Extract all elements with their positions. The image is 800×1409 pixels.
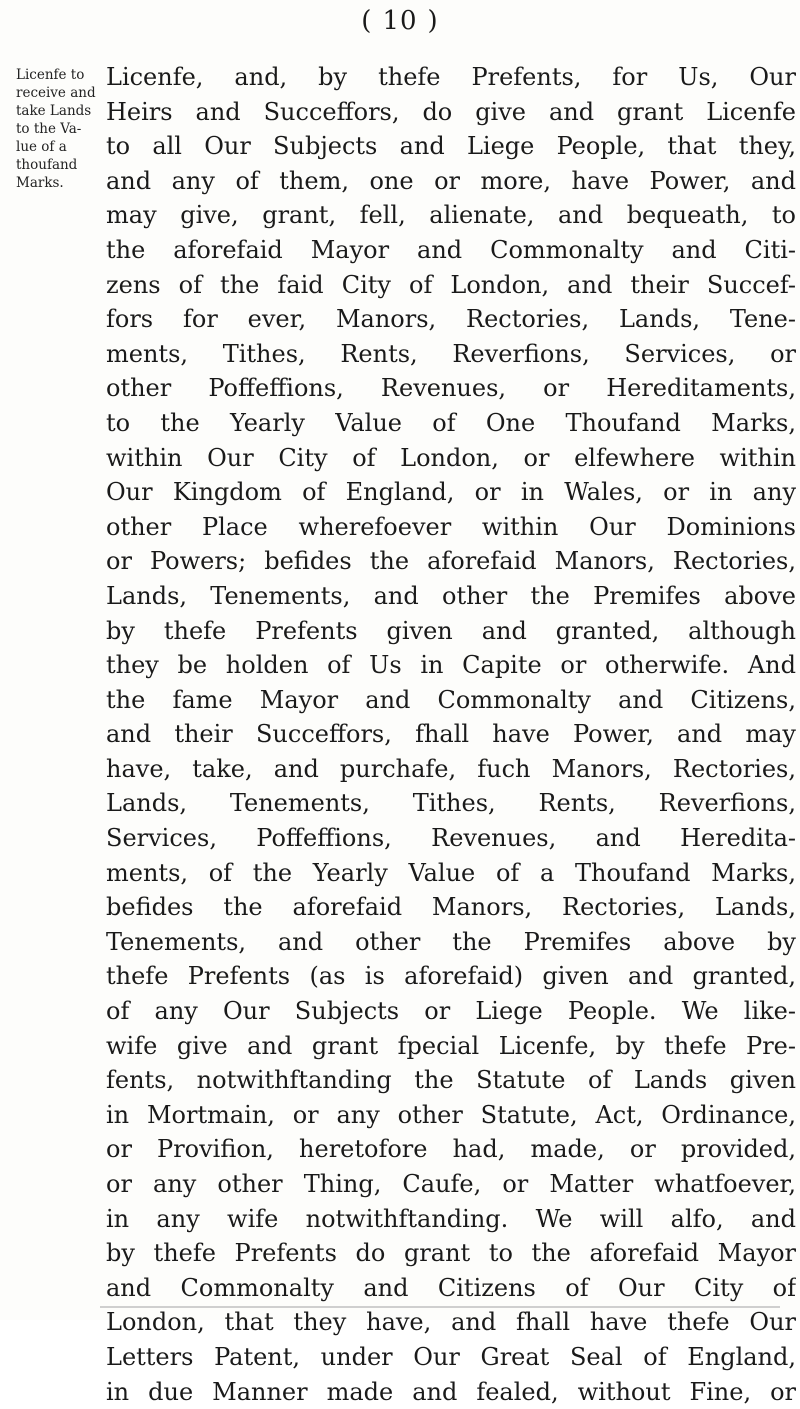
text-line: ments, of the Yearly Value of a Thoufand Marks,	[106, 858, 796, 887]
text-line: Heirs and Succeffors, do give and grant Licenfe	[106, 97, 796, 126]
marginal-note-line: receive and	[16, 85, 96, 101]
marginal-note-line: Licenfe to	[16, 67, 85, 83]
text-line: zens of the faid City of London, and their Succef-	[106, 270, 796, 299]
text-line: fors for ever, Manors, Rectories, Lands, Tene-	[106, 305, 796, 334]
text-line: in Mortmain, or any other Statute, Act, Ordinance,	[106, 1100, 796, 1129]
folio-close-paren: )	[427, 6, 439, 36]
text-line: may give, grant, fell, alienate, and bequeath, to	[106, 201, 796, 230]
text-line: Lands, Tenements, and other the Premifes above	[106, 581, 796, 610]
text-line: and their Succeffors, fhall have Power, and may	[106, 720, 796, 749]
marginal-note-line: lue of a	[16, 139, 67, 155]
folio-open-paren: (	[361, 6, 373, 36]
text-line: or Provifion, heretofore had, made, or provided,	[106, 1135, 796, 1164]
text-line: have, take, and purchafe, fuch Manors, Rectories,	[106, 754, 796, 783]
body-text	[106, 60, 796, 1409]
text-line: by thefe Prefents do grant to the aforefaid Mayor	[106, 1239, 796, 1268]
text-line: Licenfe, and, by thefe Prefents, for Us, Our	[106, 63, 796, 91]
text-line: Services, Poffeffions, Revenues, and Heredita-	[106, 824, 796, 853]
page-number	[0, 6, 800, 36]
text-line: the fame Mayor and Commonalty and Citizens,	[106, 685, 796, 714]
text-line: they be holden of Us in Capite or otherwife. And	[106, 651, 796, 680]
text-line: in due Manner made and fealed, without Fine, or	[106, 1377, 796, 1406]
text-line: London, that they have, and fhall have thefe Our	[106, 1308, 796, 1337]
marginal-note	[16, 66, 94, 192]
text-line: wife give and grant fpecial Licenfe, by thefe Pre-	[106, 1031, 796, 1060]
text-line: fents, notwithftanding the Statute of Lands given	[106, 1066, 796, 1095]
text-line: Letters Patent, under Our Great Seal of England,	[106, 1342, 796, 1371]
text-line: Lands, Tenements, Tithes, Rents, Reverfions,	[106, 789, 796, 818]
page-bottom-edge	[100, 1306, 780, 1308]
text-line: ments, Tithes, Rents, Reverfions, Services, or	[106, 339, 796, 368]
text-line: or any other Thing, Caufe, or Matter whatfoever,	[106, 1170, 796, 1198]
text-line: within Our City of London, or elfewhere within	[106, 443, 796, 472]
marginal-note-line: take Lands	[16, 103, 92, 119]
text-line: in any wife notwithftanding. We will alfo, and	[106, 1204, 796, 1233]
text-line: other Poffeffions, Revenues, or Hereditaments,	[106, 374, 796, 403]
text-line: Tenements, and other the Premifes above by	[106, 927, 796, 956]
text-line: to the Yearly Value of One Thoufand Marks,	[106, 408, 796, 437]
marginal-note-line: thoufand	[16, 157, 78, 173]
marginal-note-line: Marks.	[16, 175, 64, 191]
text-line: of any Our Subjects or Liege People. We like-	[106, 997, 796, 1026]
text-line: thefe Prefents (as is aforefaid) given and granted,	[106, 962, 796, 991]
text-line: by thefe Prefents given and granted, although	[106, 616, 796, 645]
text-line: to all Our Subjects and Liege People, that they,	[106, 132, 796, 161]
text-line: the aforefaid Mayor and Commonalty and Citi-	[106, 235, 796, 264]
text-line: befides the aforefaid Manors, Rectories, Lands,	[106, 893, 796, 922]
marginal-note-line: to the Va-	[16, 121, 82, 137]
folio-number: 10	[382, 6, 418, 36]
text-line: or Powers; befides the aforefaid Manors, Rectories,	[106, 547, 796, 576]
text-line: other Place wherefoever within Our Dominions	[106, 512, 796, 541]
text-line: and any of them, one or more, have Power, and	[106, 166, 796, 195]
text-line: and Commonalty and Citizens of Our City of	[106, 1273, 796, 1302]
text-line: Our Kingdom of England, or in Wales, or in any	[106, 478, 796, 507]
